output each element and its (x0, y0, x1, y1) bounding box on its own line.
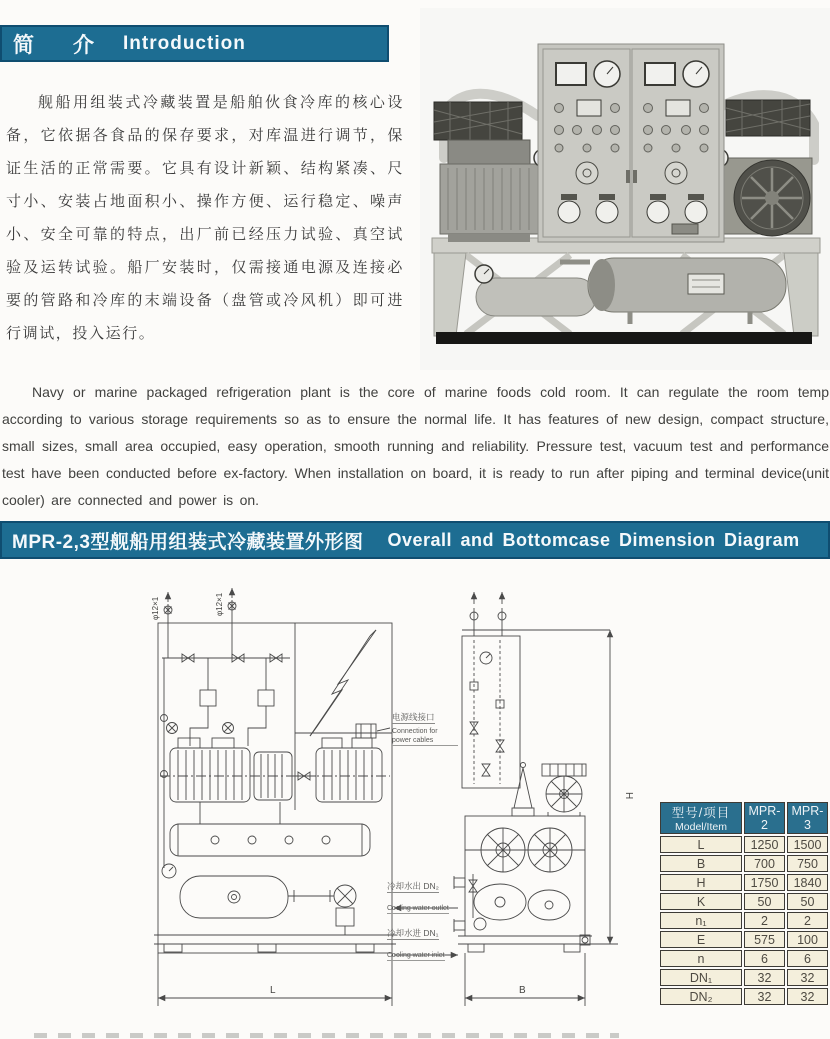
item-cell: E (660, 931, 742, 948)
mpr3-cell: 1500 (787, 836, 828, 853)
cropped-text-remnant (34, 1033, 619, 1038)
diagram-section-header (0, 521, 830, 559)
item-cell: DN₁ (660, 969, 742, 986)
mpr2-cell: 32 (744, 988, 785, 1005)
product-photo (420, 8, 830, 370)
mpr3-cell: 2 (787, 912, 828, 929)
cooling-water-inlet-annotation (387, 922, 459, 964)
pipe-spec-label-1: φ12×1 (151, 596, 160, 620)
power-cable-label-zh: 电源线接口 (392, 712, 435, 724)
refrigeration-plant-photo-illustration (420, 8, 830, 370)
water-inlet-label-zh: 冷却水进 DN₁ (387, 928, 439, 940)
intro-title-en: Introduction (123, 32, 246, 54)
pipe-spec-label-2: φ12×1 (215, 592, 224, 616)
intro-paragraph-en: Navy or marine packaged refrigeration plant is the core of marine foods cold room. It can regulate the room temp according to various storage requirements so as to ensure the normal life. It has features of new design, compact structure, small sizes, small area occupied, easy operation, smooth running and reliability. Pressure test, vacuum test and performance test have been conducted before ex-factory. When installation on board, it is ready to run after piping and terminal device(unit cooler) are connected and power is on. (2, 384, 829, 508)
mpr2-cell: 700 (744, 855, 785, 872)
header-cell-model-item (660, 802, 742, 834)
mpr3-cell: 6 (787, 950, 828, 967)
mpr2-cell: 2 (744, 912, 785, 929)
item-cell: K (660, 893, 742, 910)
cooling-water-outlet-annotation (387, 875, 459, 917)
mpr3-cell: 1840 (787, 874, 828, 891)
mpr3-cell: 32 (787, 988, 828, 1005)
power-cable-label-en: Connection for power cables (392, 727, 458, 746)
water-outlet-label-zh: 冷却水出 DN₂ (387, 881, 439, 893)
header-cell-mpr2: MPR-2 (744, 802, 785, 834)
mpr2-cell: 32 (744, 969, 785, 986)
power-cable-annotation (392, 706, 458, 749)
water-outlet-label-en: Cooling water outlet (387, 904, 449, 914)
mpr3-cell: 100 (787, 931, 828, 948)
mpr3-cell: 50 (787, 893, 828, 910)
water-inlet-label-en: Cooling water inlet (387, 951, 445, 961)
header-model-item-en: Model/Item (675, 821, 727, 833)
table-row (660, 874, 828, 891)
intro-paragraph-zh: 舰船用组装式冷藏装置是船舶伙食冷库的核心设备，它依据各食品的保存要求，对库温进行调节，保证生活的正常需要。它具有设计新颖、结构紧凑、尺寸小、安装占地面积小、操作方便、运行稳定、噪声小、安全可靠的特点，出厂前已经压力试验、真空试验及运转试验。船厂安装时，仅需接通电源及连接必要的管路和冷库的末端设备（盘管或冷风机）即可进行调试，投入运行。 (6, 94, 404, 342)
mpr2-cell: 575 (744, 931, 785, 948)
table-row (660, 931, 828, 948)
table-row (660, 893, 828, 910)
header-model-item-zh: 型号/项目 (671, 806, 731, 820)
mpr2-cell: 1250 (744, 836, 785, 853)
item-cell: L (660, 836, 742, 853)
table-row (660, 969, 828, 986)
mpr2-cell: 50 (744, 893, 785, 910)
table-row (660, 855, 828, 872)
dim-label-B: B (519, 985, 526, 996)
table-row (660, 988, 828, 1005)
table-row (660, 912, 828, 929)
dim-label-L: L (270, 985, 276, 996)
table-row (660, 836, 828, 853)
dim-label-H: H (623, 792, 634, 800)
intro-title-zh: 简 介 (13, 33, 103, 57)
mpr3-cell: 750 (787, 855, 828, 872)
diagram-title-en: Overall and Bottomcase Dimension Diagram (387, 529, 800, 550)
item-cell: H (660, 874, 742, 891)
intro-section-header (0, 25, 389, 62)
dimension-diagram (140, 578, 665, 1030)
mpr2-cell: 1750 (744, 874, 785, 891)
header-cell-mpr3: MPR-3 (787, 802, 828, 834)
mpr2-cell: 6 (744, 950, 785, 967)
item-cell: n₁ (660, 912, 742, 929)
diagram-title-zh: MPR-2,3型舰船用组装式冷藏装置外形图 (12, 531, 364, 553)
item-cell: DN₂ (660, 988, 742, 1005)
dimension-table (658, 800, 830, 1007)
table-header-row (660, 802, 828, 834)
item-cell: B (660, 855, 742, 872)
table-row (660, 950, 828, 967)
item-cell: n (660, 950, 742, 967)
mpr3-cell: 32 (787, 969, 828, 986)
